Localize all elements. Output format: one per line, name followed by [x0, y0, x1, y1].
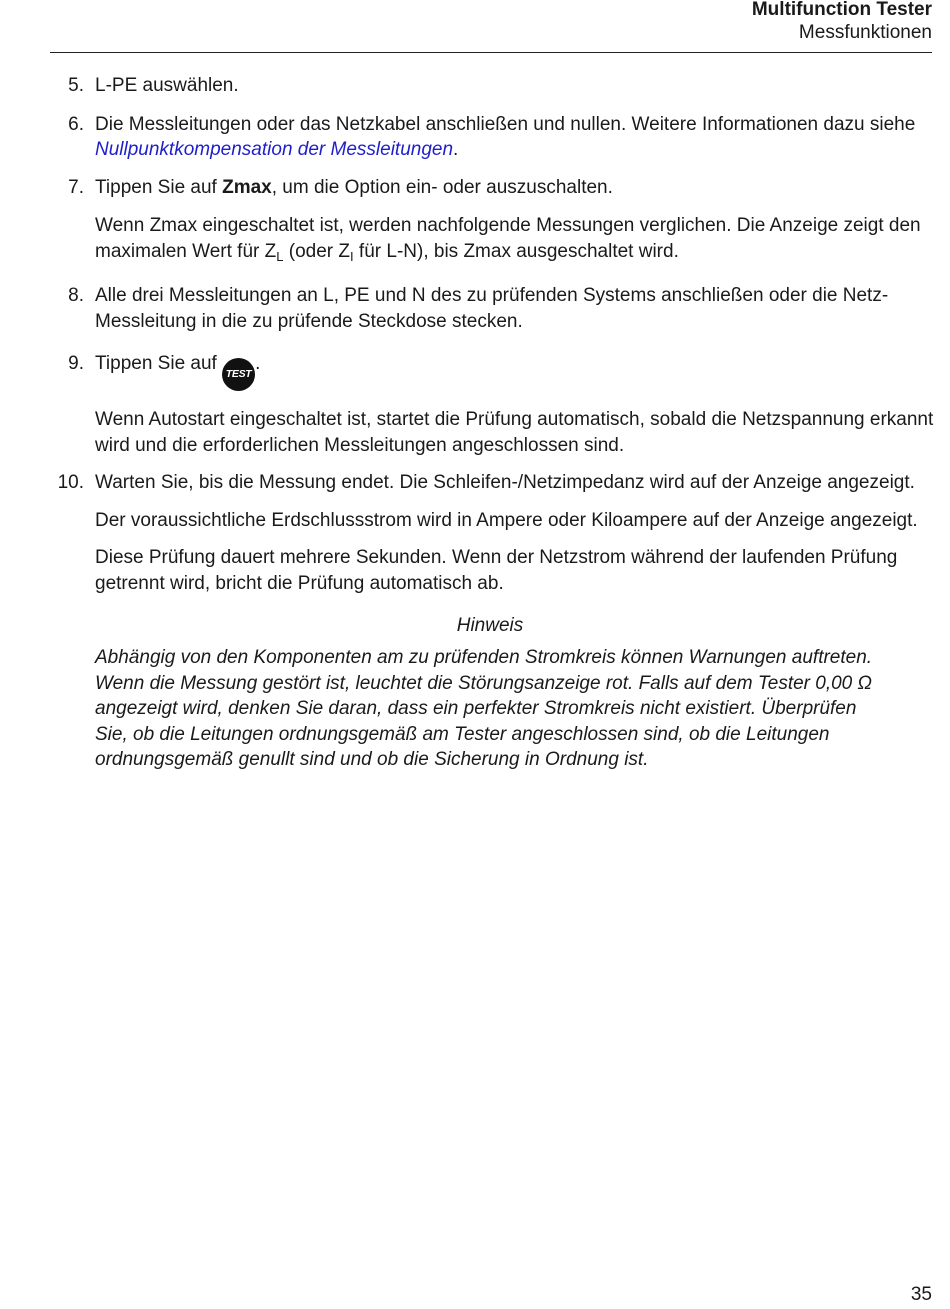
- subscript-i: I: [350, 248, 354, 264]
- step-10: [57, 470, 935, 496]
- step-number: 10.: [57, 472, 84, 493]
- duration-paragraph: Diese Prüfung dauert mehrere Sekunden. Wenn der Netzstrom während der laufenden Prüfung getrennt wird, bricht die Prüfung automatisch ab.: [95, 547, 898, 594]
- step-number: 9.: [68, 353, 84, 374]
- step-number: 6.: [68, 113, 84, 135]
- page-header: [50, 0, 932, 53]
- step-6: 6. Die Messleitungen oder das Netzkabel anschließen und nullen. Weitere Informationen dazu siehe Nullpunktkompensation der Messleitungen.: [95, 112, 935, 163]
- note-text: Abhängig von den Komponenten am zu prüfenden Stromkreis können Warnungen auftreten. Wenn die Messung gestört ist, leuchtet die Störungsanzeige rot. Falls auf dem Tester 0,00 Ω angezeigt wird, denken Sie daran, dass ein perfekter Stromkreis nicht existiert. Überprüfen Sie, ob die Leitungen ordnungsgemäß am Tester angeschlossen sind, ob die Leitungen ordnungsgemäß genullt sind und ob die Sicherung in Ordnung ist.: [95, 647, 873, 770]
- page-number: 35: [910, 1284, 932, 1305]
- document-title: Multifunction Tester: [751, 0, 932, 20]
- step-number: 8.: [68, 285, 84, 306]
- zmax-label: Zmax: [222, 176, 272, 198]
- step-text: Alle drei Messleitungen an L, PE und N des zu prüfenden Systems anschließen oder die Netz-Messleitung in die zu prüfende Steckdose stecken.: [95, 285, 889, 332]
- fault-current-paragraph: Der voraussichtliche Erdschlussstrom wird in Ampere oder Kiloampere auf der Anzeige angezeigt.: [95, 509, 918, 531]
- zmax-paragraph: Wenn Zmax eingeschaltet ist, werden nachfolgende Messungen verglichen. Die Anzeige zeigt den maximalen Wert für $Z_L$ (oder $Z_I$ für L-N), bis Zmax ausgeschaltet wird.: [95, 215, 921, 264]
- step-text: Warten Sie, bis die Messung endet. Die Schleifen-/Netzimpedanz wird auf der Anzeige angezeigt.: [95, 472, 915, 493]
- step-8: [68, 283, 935, 334]
- autostart-paragraph: Wenn Autostart eingeschaltet ist, startet die Prüfung automatisch, sobald die Netzspannung erkannt wird und die erforderlichen Messleitungen angeschlossen sind.: [95, 409, 934, 456]
- step-number: 7.: [68, 176, 84, 198]
- zero-compensation-link[interactable]: Nullpunktkompensation der Messleitungen: [95, 139, 454, 160]
- subscript-l: L: [276, 248, 284, 264]
- page-content: [0, 73, 950, 773]
- step-9: 9. Tippen Sie auf TEST .: [95, 351, 935, 391]
- step-text: L-PE auswählen.: [95, 75, 239, 96]
- step-text: Tippen Sie auf: [95, 353, 223, 374]
- note-title: Hinweis: [456, 615, 524, 636]
- step-number: 5.: [68, 75, 84, 96]
- section-title: Messfunktionen: [798, 22, 932, 43]
- test-button-icon: TEST: [222, 358, 255, 391]
- step-text: Tippen Sie auf: [95, 176, 223, 198]
- step-text: Die Messleitungen oder das Netzkabel anschließen und nullen. Weitere Informationen dazu siehe: [95, 113, 916, 135]
- step-7: 7. Tippen Sie auf Zmax, um die Option ein- oder auszuschalten.: [95, 175, 935, 201]
- step-5: [68, 73, 935, 99]
